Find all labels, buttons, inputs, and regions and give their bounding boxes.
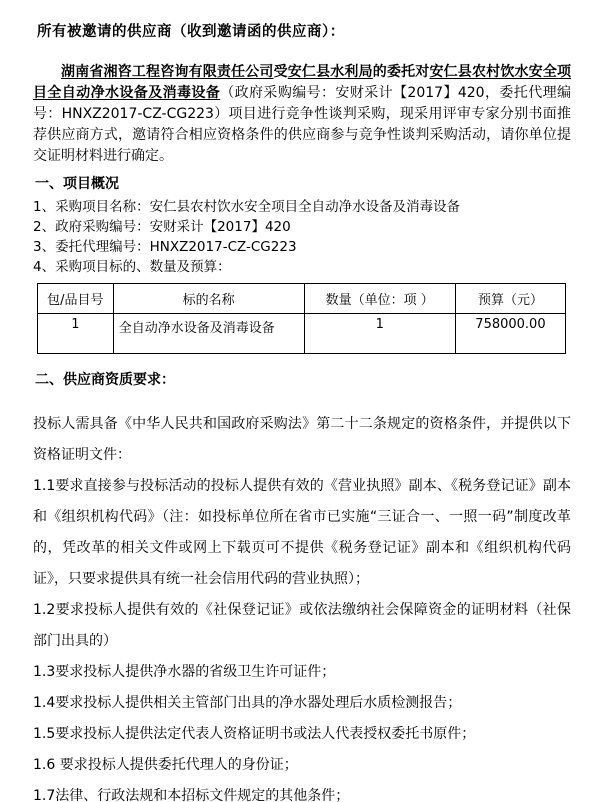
purchaser-name: 安仁县水利局	[287, 64, 373, 80]
qualification-requirements	[33, 409, 571, 802]
requirements-intro: 投标人需具备《中华人民共和国政府采购法》第二十二条规定的资格条件，并提供以下资格证明文件：	[33, 416, 571, 463]
table-cell-budget: 758000.00	[455, 314, 565, 354]
table-header-subject: 标的名称	[113, 284, 304, 314]
project-overview-list	[33, 197, 571, 277]
page-title: 所有被邀请的供应商（收到邀请函的供应商）：	[37, 24, 345, 40]
section2-heading: 二、供应商资质要求：	[35, 372, 175, 388]
project-item-budget-label: 4、采购项目标的、数量及预算：	[33, 259, 231, 275]
requirement-1-2: 1.2要求投标人提供有效的《社保登记证》或依法缴纳社会保障资金的证明材料（社保部门出具的）	[33, 602, 571, 649]
requirement-1-6: 1.6 要求投标人提供委托代理人的身份证；	[33, 757, 298, 773]
section1-heading: 一、项目概况	[35, 176, 119, 192]
table-cell-package: 1	[38, 314, 114, 354]
intro-paragraph	[33, 62, 571, 167]
requirement-1-3: 1.3要求投标人提供净水器的省级卫生许可证件；	[33, 664, 336, 680]
table-header-quantity: 数量（单位：项 ）	[304, 284, 455, 314]
agency-name: 湖南省湘咨工程咨询有限责任公司	[61, 64, 274, 80]
table-header-package: 包/品目号	[38, 284, 114, 314]
intro-connector-1: 受	[273, 64, 288, 80]
table-cell-subject: 全自动净水设备及消毒设备	[113, 314, 304, 354]
intro-connector-2: 的委托对	[372, 64, 430, 80]
table-header-row	[38, 284, 566, 314]
table-cell-quantity: 1	[304, 314, 455, 354]
table-row	[38, 314, 566, 354]
requirement-1-5: 1.5要求投标人提供法定代表人资格证明书或法人代表授权委托书原件；	[33, 726, 476, 742]
requirement-1-1: 1.1要求直接参与投标活动的投标人提供有效的《营业执照》副本、《税务登记证》副本和《组织机构代码》（注：如投标单位所在省市已实施“三证合一、一照一码”制度改革的，凭改革的相关文件或网上下载页可不提供《税务登记证》副本和《组织机构代码证》，只要求提供具有统一社会信用代码的营业执照）；	[33, 478, 571, 587]
table-header-budget: 预算（元）	[455, 284, 565, 314]
requirement-1-7: 1.7法律、行政法规和本招标文件规定的其他条件；	[33, 788, 350, 802]
project-item-gov-number: 2、政府采购编号：安财采计【2017】420	[33, 219, 291, 235]
intro-body-text: （政府采购编号：安财采计【2017】420，委托代理编号：HNXZ2017-CZ-CG223）项目进行竞争性谈判采购，现采用评审专家分别书面推荐供应商方式，邀请符合相应资格条件的供应商参与竞争性谈判采购活动，请你单位提交证明材料进行确定。	[33, 85, 571, 164]
project-item-name: 1、采购项目名称：安仁县农村饮水安全项目全自动净水设备及消毒设备	[33, 199, 461, 215]
procurement-table	[37, 283, 566, 354]
project-name: 安仁县农村饮水安全项目全自动净水设备及消毒设备	[33, 64, 572, 101]
requirement-1-4: 1.4要求投标人提供相关主管部门出具的净水器处理后水质检测报告；	[33, 695, 462, 711]
project-item-agent-number: 3、委托代理编号：HNXZ2017-CZ-CG223	[33, 239, 297, 255]
